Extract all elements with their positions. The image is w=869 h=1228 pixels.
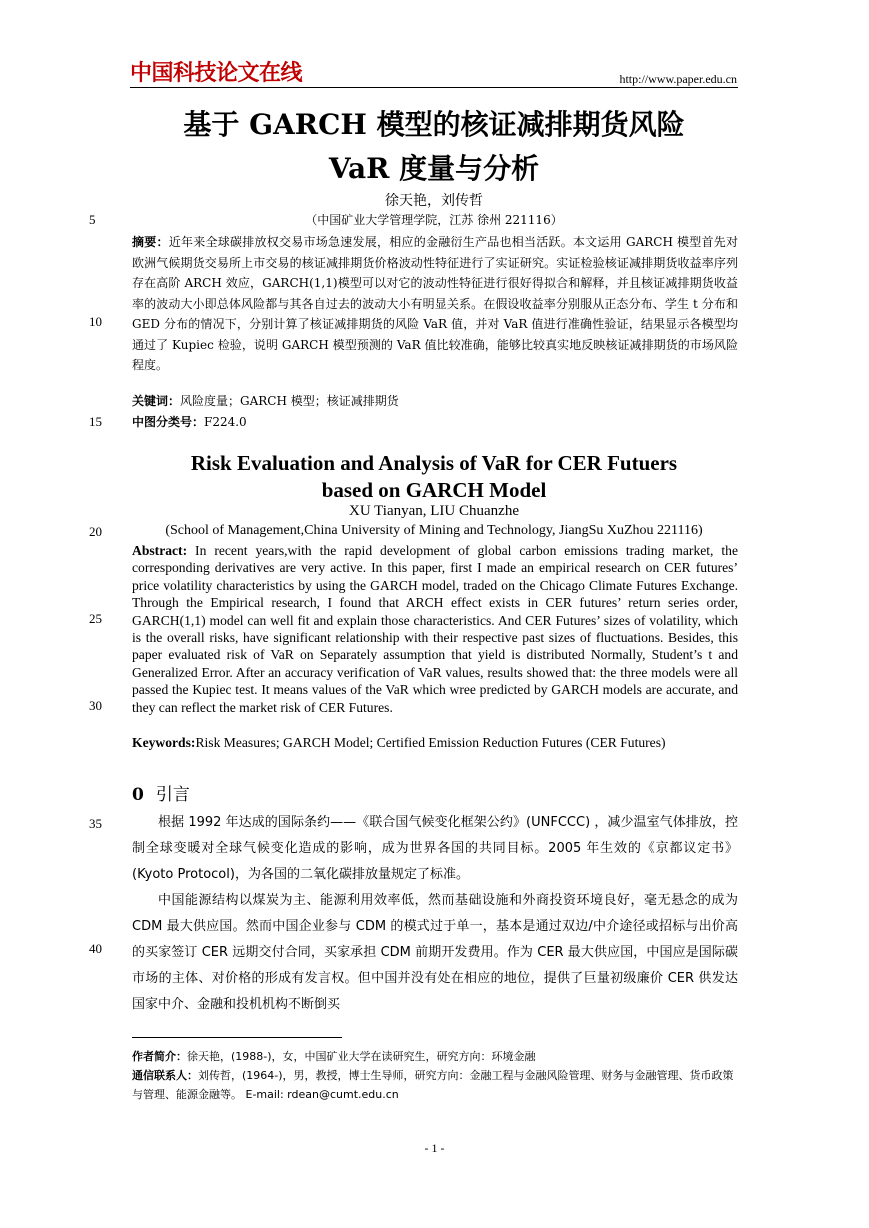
footnote-author-label: 作者简介： xyxy=(132,1050,187,1063)
en-keywords-label: Keywords: xyxy=(132,735,196,750)
footnote-contact-text: 刘传哲，(1964-)，男，教授，博士生导师，研究方向：金融工程与金融风险管理、财务与金融管理、货币政策与管理、能源金融等。 E-mail: rdean@cumt.edu.cn xyxy=(132,1069,734,1101)
line-number: 30 xyxy=(89,698,102,713)
cn-keywords-text: 风险度量；GARCH 模型；核证减排期货 xyxy=(180,394,399,408)
line-number: 15 xyxy=(89,414,102,429)
footnote-contact-label: 通信联系人： xyxy=(132,1069,198,1082)
footnote-contact xyxy=(132,1066,738,1104)
site-logo[interactable]: 中国科技论文在线 xyxy=(130,61,303,86)
en-abstract xyxy=(132,542,738,716)
en-keywords-text: Risk Measures; GARCH Model; Certified Emission Reduction Futures (CER Futures) xyxy=(195,735,666,750)
cn-keywords-label: 关键词： xyxy=(132,394,181,408)
line-number: 35 xyxy=(89,816,102,831)
cn-affiliation: （中国矿业大学管理学院，江苏 徐州 221116） xyxy=(305,213,563,227)
header-rule xyxy=(130,87,738,88)
section-body xyxy=(132,810,738,1018)
line-number: 40 xyxy=(89,941,102,956)
line-number: 10 xyxy=(89,314,102,329)
line-number: 5 xyxy=(89,212,96,227)
en-abstract-label: Abstract: xyxy=(132,543,188,558)
section-heading xyxy=(132,780,190,805)
section-number: 0 xyxy=(132,785,144,805)
en-title-line2: based on GARCH Model xyxy=(321,478,547,502)
en-keywords xyxy=(132,734,738,752)
cn-abstract-text: 近年来全球碳排放权交易市场急速发展，相应的金融衍生产品也相当活跃。本文运用 GARCH 模型首先对欧洲气候期货交易所上市交易的核证减排期货价格波动性特征进行了实证研究。实证检验核证减排期货收益率序列存在高阶 ARCH 效应，GARCH(1,1)模型可以对它的波动性特征进行很好得拟合和解释，并且核证减排期货收益率的波动大小即总体风险都与其各自过去的波动大小有明显关系。在假设收益率分别服从正态分布、学生 t 分布和 GED 分布的情况下，分别计算了核证减排期货的风险 VaR 值，并对 VaR 值进行准确性验证，结果显示各模型均通过了 Kupiec 检验，说明 GARCH 模型预测的 VaR 值比较准确，能够比较真实地反映核证减排期货的市场风险程度。 xyxy=(132,235,738,372)
cn-authors: 徐天艳，刘传哲 xyxy=(385,193,483,209)
site-url[interactable]: http://www.paper.edu.cn xyxy=(619,72,737,86)
en-affiliation: (School of Management,China University of Mining and Technology, JiangSu XuZhou 221116) xyxy=(165,523,703,538)
en-authors: XU Tianyan, LIU Chuanzhe xyxy=(349,503,519,519)
cn-abstract xyxy=(132,232,738,376)
line-number: 20 xyxy=(89,524,102,539)
cn-keywords xyxy=(132,391,738,411)
footnote-author-text: 徐天艳，(1988-)，女，中国矿业大学在读研究生，研究方向：环境金融 xyxy=(187,1050,536,1063)
cn-class-text: F224.0 xyxy=(204,415,247,429)
footnote-rule xyxy=(132,1037,342,1038)
body-paragraph: 中国能源结构以煤炭为主、能源利用效率低，然而基础设施和外商投资环境良好，毫无悬念的成为 CDM 最大供应国。然而中国企业参与 CDM 的模式过于单一，基本是通过双边/中介途径或招标与出价高的买家签订 CER 远期交付合同，买家承担 CDM 前期开发费用。作为 CER 最大供应国，中国应是国际碳市场的主体、对价格的形成有发言权。但中国并没有处在相应的地位，提供了巨量初级廉价 CER 供发达国家中介、金融和投机机构不断倒买 xyxy=(132,893,738,1012)
en-title-line1: Risk Evaluation and Analysis of VaR for CER Futuers xyxy=(190,451,678,475)
body-paragraph: 根据 1992 年达成的国际条约——《联合国气候变化框架公约》(UNFCCC) ，减少温室气体排放，控制全球变暖对全球气候变化造成的影响，成为世界各国的共同目标。2005 年生效的《京都议定书》(Kyoto Protocol)，为各国的二氧化碳排放量规定了标准。 xyxy=(132,815,738,882)
section-title: 引言 xyxy=(155,785,190,805)
page-number: - 1 - xyxy=(424,1141,445,1155)
en-abstract-text: In recent years,with the rapid development of global carbon emissions trading market, the corresponding derivatives are very active. In this paper, first I made an empirical research on CER futures’ price volatility characteristics by using the GARCH model, traded on the Chicago Climate Futures Exchange. Through the Empirical research, I found that ARCH effect exists in CER futures’ return series order, GARCH(1,1) model can well fit and explain those characteristics. And CER Futures’ sizes of volatility, which is the overall risks, have significant relationship with their respective past sizes of fluctuations. Besides, this paper evaluated risk of VaR on Separately assumption that yield is distributed Normally, Student’s t and Generalized Error. After an accuracy verification of VaR values, results showed that: the three models were all passed the Kupiec test. It means values of the VaR which wree predicted by GARCH models are accurate, and they can reflect the market risk of CER Futures. xyxy=(132,543,738,715)
cn-class-label: 中图分类号： xyxy=(132,415,205,429)
cn-title-line2: VaR 度量与分析 xyxy=(328,152,540,185)
cn-abstract-label: 摘要： xyxy=(132,235,169,249)
cn-classification xyxy=(132,412,738,432)
line-number: 25 xyxy=(89,611,102,626)
footnote-author xyxy=(132,1047,738,1066)
cn-title-line1: 基于 GARCH 模型的核证减排期货风险 xyxy=(183,108,685,141)
